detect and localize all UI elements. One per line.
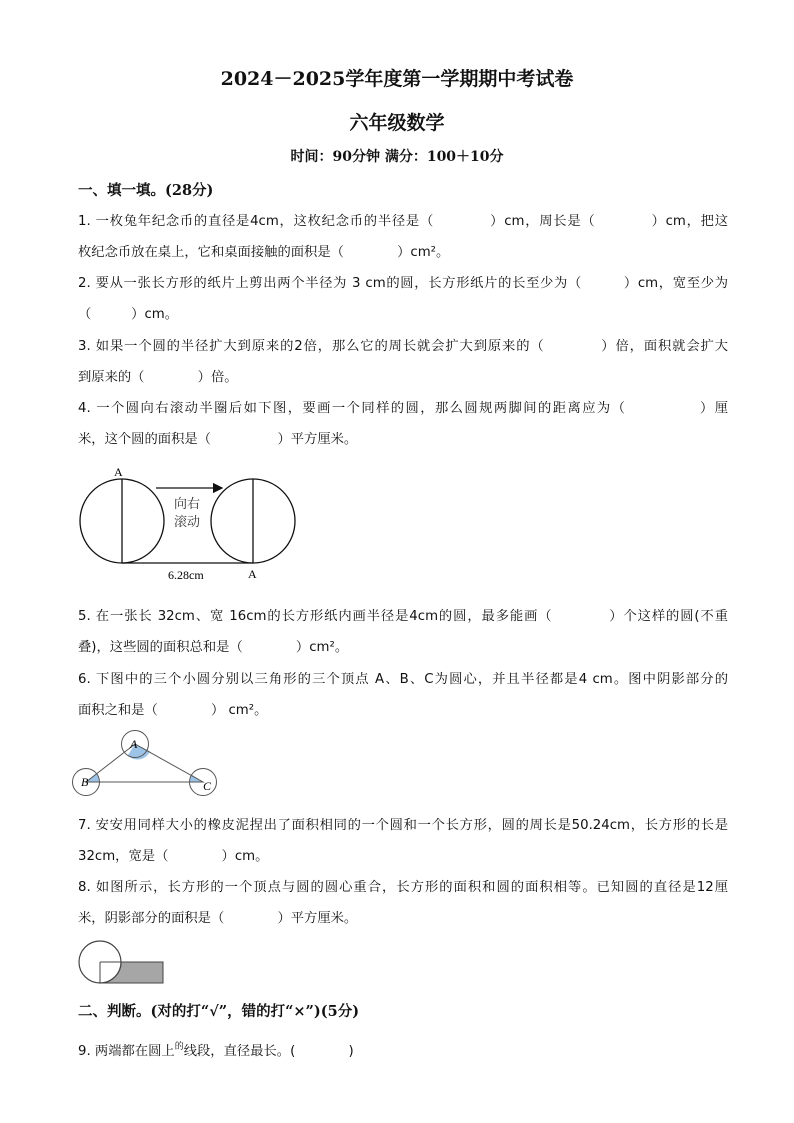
q1-line-2: 枚纪念币放在桌上，它和桌面接触的面积是（ ）cm²。 — [78, 245, 450, 260]
length-label: 6.28cm — [168, 568, 204, 582]
q2-line-2: （ ）cm。 — [78, 307, 179, 322]
exam-info: 时间：90分钟 满分：100＋10分 — [290, 149, 504, 165]
q1-line-1: 1. 一枚兔年纪念币的直径是4cm，这枚纪念币的半径是（ ）cm，周长是（ ）cm，把这 — [78, 214, 728, 229]
arrow-text-2: 滚动 — [174, 515, 201, 530]
q9-small: 的 — [174, 1042, 184, 1052]
triangle-circles-figure — [72, 728, 222, 798]
label-c: C — [203, 779, 212, 793]
circle-rectangle-figure — [74, 936, 169, 988]
section-1-heading: 一、填一填。(28分) — [78, 182, 214, 199]
arrow-text-1: 向右 — [174, 497, 201, 512]
q4-line-1: 4. 一个圆向右滚动半圈后如下图，要画一个同样的圆，那么圆规两脚间的距离应为（ ）厘 — [78, 401, 728, 416]
q6-line-1: 6. 下图中的三个小圆分别以三角形的三个顶点 A、B、C为圆心，并且半径都是4 cm。图中阴影部分的 — [78, 672, 728, 687]
q6-line-2: 面积之和是（ ） cm²。 — [78, 703, 268, 718]
q7-line-1: 7. 安安用同样大小的橡皮泥捏出了面积相同的一个圆和一个长方形，圆的周长是50.24cm，长方形的长是 — [78, 818, 728, 833]
q3-line-2: 到原来的（ ）倍。 — [78, 370, 238, 385]
triangle — [86, 744, 203, 782]
exam-subject: 六年级数学 — [349, 112, 445, 134]
q4-line-2: 米，这个圆的面积是（ ）平方厘米。 — [78, 432, 358, 447]
exam-title: 2024－2025学年度第一学期期中考试卷 — [220, 68, 574, 90]
q5-line-2: 叠)，这些圆的面积总和是（ ）cm²。 — [78, 640, 349, 655]
q9-pre: 9. 两端都在圆上 — [78, 1044, 175, 1059]
q2-line-1: 2. 要从一张长方形的纸片上剪出两个半径为 3 cm的圆，长方形纸片的长至少为（ ）cm，宽至少为 — [78, 276, 728, 291]
label-a-top: A — [114, 465, 123, 479]
q8-line-1: 8. 如图所示，长方形的一个顶点与圆的圆心重合，长方形的面积和圆的面积相等。已知圆的直径是12厘 — [78, 880, 728, 895]
q3-line-1: 3. 如果一个圆的半径扩大到原来的2倍，那么它的周长就会扩大到原来的（ ）倍，面积就会扩大 — [78, 339, 728, 354]
q8-line-2: 米，阴影部分的面积是（ ）平方厘米。 — [78, 911, 358, 926]
label-a-bottom: A — [248, 567, 257, 581]
q5-line-1: 5. 在一张长 32cm、宽 16cm的长方形纸内画半径是4cm的圆，最多能画（ ）个这样的圆(不重 — [78, 609, 728, 624]
q9-post: 线段，直径最长。( ) — [183, 1044, 354, 1059]
rolling-circle-figure — [74, 460, 304, 585]
label-b: B — [81, 775, 89, 789]
q9-line — [78, 1039, 728, 1059]
q7-line-2: 32cm，宽是（ ）cm。 — [78, 849, 269, 864]
section-2-heading: 二、判断。(对的打“√”，错的打“×”)(5分) — [78, 1003, 360, 1020]
label-a: A — [130, 737, 138, 751]
